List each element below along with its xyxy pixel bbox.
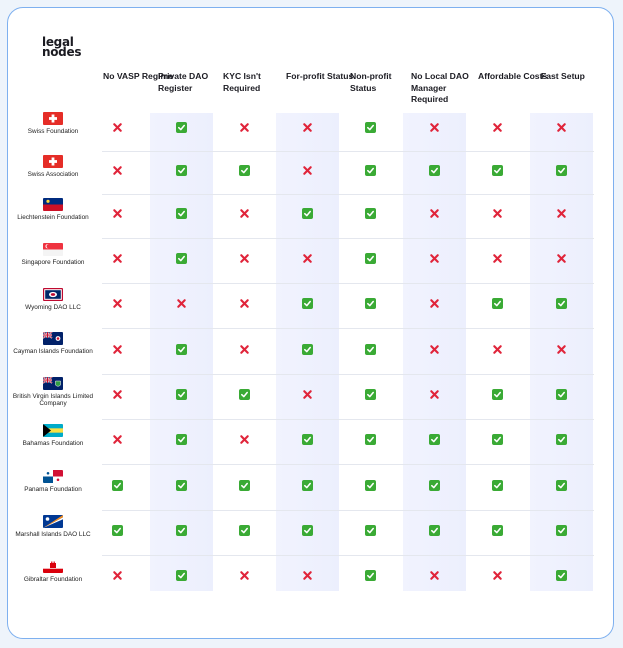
cross-icon <box>554 342 568 356</box>
check-icon <box>429 525 440 536</box>
entity-name: Panama Foundation <box>24 486 82 493</box>
singapore-flag-icon <box>43 243 63 256</box>
check-icon <box>176 570 187 581</box>
logo-line-1: legal <box>42 35 74 49</box>
check-icon <box>492 480 503 491</box>
check-icon <box>365 525 376 536</box>
check-icon <box>176 480 187 491</box>
row-label-gibraltar <box>12 560 94 583</box>
check-icon <box>365 344 376 355</box>
gibraltar-flag-icon <box>43 560 63 573</box>
switzerland-flag-icon <box>43 155 63 168</box>
check-icon <box>302 434 313 445</box>
check-icon <box>176 389 187 400</box>
check-icon <box>429 165 440 176</box>
cross-icon <box>110 251 124 265</box>
cross-icon <box>174 296 188 310</box>
row-label-cayman-islands <box>12 332 94 355</box>
column-header: For-profit Status <box>286 71 354 81</box>
entity-name: British Virgin Islands Limited Company <box>12 393 94 408</box>
check-icon <box>429 480 440 491</box>
cayman-islands-flag-icon <box>43 332 63 345</box>
cross-icon <box>110 342 124 356</box>
cross-icon <box>300 120 314 134</box>
column-header: KYC Isn't Required <box>223 71 261 93</box>
cross-icon <box>110 296 124 310</box>
cross-icon <box>554 120 568 134</box>
row-divider <box>102 419 594 420</box>
column-header: Non-profit Status <box>350 71 392 93</box>
check-icon <box>492 165 503 176</box>
row-divider <box>102 151 594 152</box>
check-icon <box>239 525 250 536</box>
column-header: Fast Setup <box>541 71 585 81</box>
row-divider <box>102 194 594 195</box>
check-icon <box>556 570 567 581</box>
cross-icon <box>237 206 251 220</box>
check-icon <box>365 480 376 491</box>
check-icon <box>365 298 376 309</box>
check-icon <box>176 208 187 219</box>
cross-icon <box>237 342 251 356</box>
row-divider <box>102 328 594 329</box>
switzerland-flag-icon <box>43 112 63 125</box>
cross-icon <box>300 568 314 582</box>
logo-line-2: nodes <box>42 45 82 59</box>
check-icon <box>365 389 376 400</box>
check-icon <box>365 165 376 176</box>
entity-name: Marshall Islands DAO LLC <box>15 531 91 538</box>
check-icon <box>365 122 376 133</box>
cross-icon <box>237 251 251 265</box>
check-icon <box>492 525 503 536</box>
marshall-islands-flag-icon <box>43 515 63 528</box>
cross-icon <box>490 251 504 265</box>
row-label-switzerland <box>12 112 94 135</box>
check-icon <box>302 344 313 355</box>
cross-icon <box>237 432 251 446</box>
check-icon <box>239 389 250 400</box>
cross-icon <box>427 568 441 582</box>
entity-name: Bahamas Foundation <box>22 440 84 447</box>
check-icon <box>492 298 503 309</box>
cross-icon <box>300 387 314 401</box>
cross-icon <box>554 206 568 220</box>
column-header: No Local DAO Manager Required <box>411 71 469 104</box>
cross-icon <box>110 568 124 582</box>
check-icon <box>176 434 187 445</box>
cross-icon <box>110 163 124 177</box>
cross-icon <box>427 251 441 265</box>
cross-icon <box>490 120 504 134</box>
check-icon <box>302 480 313 491</box>
cross-icon <box>490 342 504 356</box>
column-header: Private DAO Register <box>158 71 209 93</box>
row-divider <box>102 283 594 284</box>
check-icon <box>556 165 567 176</box>
row-label-marshall-islands <box>12 515 94 538</box>
entity-name: Swiss Foundation <box>27 128 79 135</box>
row-divider <box>102 374 594 375</box>
liechtenstein-flag-icon <box>43 198 63 211</box>
cross-icon <box>490 568 504 582</box>
row-label-wyoming <box>12 288 94 311</box>
column-header: Affordable Costs <box>478 71 548 81</box>
check-icon <box>492 434 503 445</box>
cross-icon <box>110 206 124 220</box>
check-icon <box>302 525 313 536</box>
cross-icon <box>110 387 124 401</box>
row-label-bahamas <box>12 424 94 447</box>
check-icon <box>365 434 376 445</box>
row-label-liechtenstein <box>12 198 94 221</box>
row-label-singapore <box>12 243 94 266</box>
cross-icon <box>110 432 124 446</box>
cross-icon <box>554 251 568 265</box>
cross-icon <box>427 120 441 134</box>
check-icon <box>176 253 187 264</box>
cross-icon <box>427 206 441 220</box>
check-icon <box>112 525 123 536</box>
row-label-panama <box>12 470 94 493</box>
check-icon <box>239 165 250 176</box>
cross-icon <box>427 296 441 310</box>
check-icon <box>176 525 187 536</box>
check-icon <box>176 344 187 355</box>
check-icon <box>176 165 187 176</box>
cross-icon <box>300 251 314 265</box>
row-divider <box>102 464 594 465</box>
cross-icon <box>237 296 251 310</box>
entity-name: Swiss Association <box>27 171 79 178</box>
row-divider <box>102 510 594 511</box>
check-icon <box>492 389 503 400</box>
entity-name: Singapore Foundation <box>21 259 85 266</box>
check-icon <box>302 298 313 309</box>
british-virgin-islands-flag-icon <box>43 377 63 390</box>
cross-icon <box>490 206 504 220</box>
entity-name: Liechtenstein Foundation <box>17 214 89 221</box>
check-icon <box>112 480 123 491</box>
cross-icon <box>237 120 251 134</box>
check-icon <box>429 434 440 445</box>
check-icon <box>556 525 567 536</box>
entity-name: Wyoming DAO LLC <box>25 304 81 311</box>
check-icon <box>556 434 567 445</box>
check-icon <box>365 253 376 264</box>
panama-flag-icon <box>43 470 63 483</box>
check-icon <box>302 208 313 219</box>
wyoming-flag-icon <box>43 288 63 301</box>
column-header: No VASP Regime <box>103 71 173 81</box>
legal-nodes-logo <box>42 37 81 57</box>
row-label-british-virgin-islands <box>12 377 94 407</box>
cross-icon <box>427 387 441 401</box>
check-icon <box>556 298 567 309</box>
bahamas-flag-icon <box>43 424 63 437</box>
cross-icon <box>110 120 124 134</box>
row-divider <box>102 238 594 239</box>
check-icon <box>365 208 376 219</box>
cross-icon <box>237 568 251 582</box>
cross-icon <box>300 163 314 177</box>
check-icon <box>556 389 567 400</box>
row-label-switzerland <box>12 155 94 178</box>
check-icon <box>556 480 567 491</box>
row-divider <box>102 555 594 556</box>
check-icon <box>365 570 376 581</box>
entity-name: Gibraltar Foundation <box>23 576 83 583</box>
check-icon <box>176 122 187 133</box>
entity-name: Cayman Islands Foundation <box>13 348 93 355</box>
cross-icon <box>427 342 441 356</box>
check-icon <box>239 480 250 491</box>
